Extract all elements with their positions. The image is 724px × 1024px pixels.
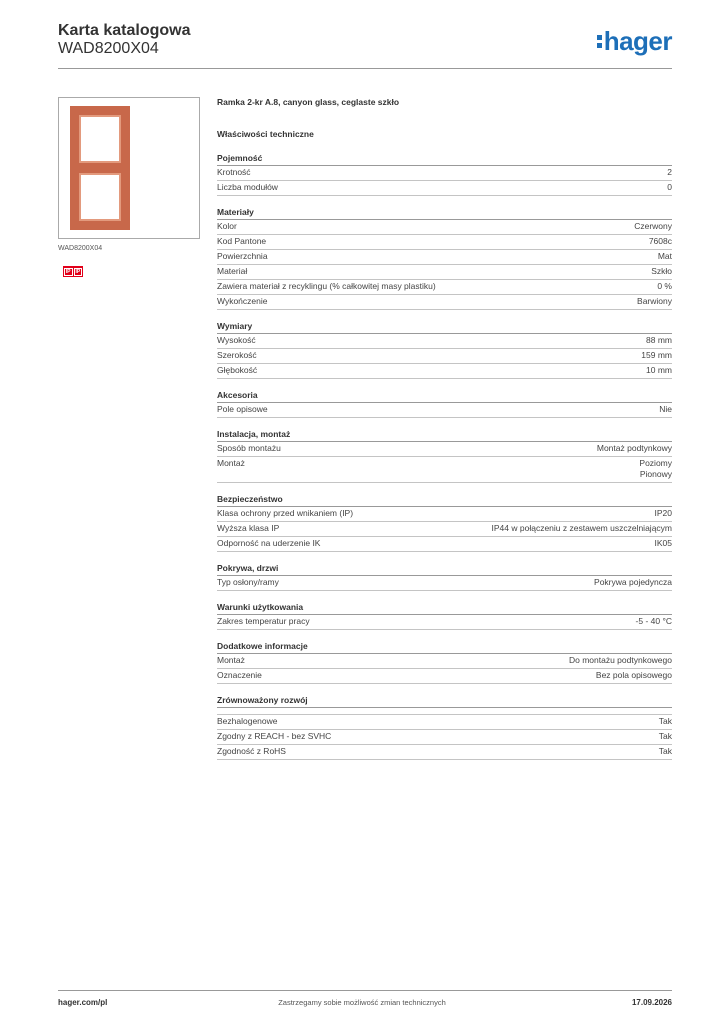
product-image — [58, 97, 200, 239]
spec-value — [597, 443, 672, 454]
spec-row — [217, 457, 672, 483]
image-caption: WAD8200X04 — [58, 245, 103, 252]
spec-value — [655, 538, 673, 549]
spec-value — [667, 182, 672, 193]
spec-label: Głębokość — [217, 365, 258, 375]
spec-row — [217, 715, 672, 730]
spec-value-line: IP44 w połączeniu z zestawem uszczelniającym — [491, 523, 672, 533]
spec-value-line: Czerwony — [634, 221, 672, 231]
section-title: Dodatkowe informacje — [217, 640, 672, 654]
spec-value-line: IK05 — [654, 538, 672, 548]
spec-row — [217, 220, 672, 235]
spec-value — [569, 655, 672, 666]
spec-value-line: Pokrywa pojedyncza — [594, 577, 672, 587]
spec-row — [217, 522, 672, 537]
spec-value — [641, 350, 672, 361]
spec-row — [217, 250, 672, 265]
spec-value — [659, 716, 672, 727]
spec-value — [492, 523, 672, 534]
spec-value — [646, 365, 672, 376]
footer-notice: Zastrzegamy sobie możliwość zmian technicznych — [278, 998, 446, 1007]
logo-text: hager — [603, 26, 672, 56]
spec-label: Sposób montażu — [217, 443, 281, 453]
spec-row — [217, 576, 672, 591]
spec-label: Szerokość — [217, 350, 257, 360]
spec-row — [217, 507, 672, 522]
spec-section — [217, 389, 672, 418]
spec-value-line: Tak — [658, 746, 672, 756]
spec-label: Kolor — [217, 221, 237, 231]
spec-value — [659, 746, 672, 757]
spec-value — [649, 236, 672, 247]
spec-row — [217, 295, 672, 310]
spec-section — [217, 493, 672, 552]
spec-value — [646, 335, 672, 346]
spec-row — [217, 181, 672, 196]
ip-badge-left: IP — [65, 268, 71, 275]
spec-value — [636, 616, 672, 627]
spec-section — [217, 152, 672, 196]
section-title: Wymiary — [217, 320, 672, 334]
spec-label: Wyższa klasa IP — [217, 523, 280, 533]
spec-label: Zakres temperatur pracy — [217, 616, 310, 626]
spec-value-line: -5 - 40 °C — [635, 616, 672, 626]
spec-value-line: Szkło — [651, 266, 672, 276]
spec-value-line: Poziomy — [639, 458, 672, 468]
frame-image-icon — [70, 106, 130, 230]
spec-row — [217, 334, 672, 349]
spec-value — [659, 731, 672, 742]
spec-value — [655, 508, 673, 519]
spec-value — [594, 577, 672, 588]
spec-value-line: 88 mm — [646, 335, 672, 345]
spec-row — [217, 403, 672, 418]
header-divider — [58, 68, 672, 69]
spec-row — [217, 654, 672, 669]
spec-label: Typ osłony/ramy — [217, 577, 279, 587]
spec-section — [217, 562, 672, 591]
spec-row — [217, 730, 672, 745]
product-code: WAD8200X04 — [58, 40, 159, 57]
footer-website: hager.com/pl — [58, 998, 108, 1007]
footer-date: 17.09.2026 — [631, 998, 672, 1007]
spec-label: Pole opisowe — [217, 404, 268, 414]
spec-label: Zgodny z REACH - bez SVHC — [217, 731, 332, 741]
section-title: Pojemność — [217, 152, 672, 166]
spec-label: Wykończenie — [217, 296, 268, 306]
spec-label: Zawiera materiał z recyklingu (% całkowitej masy plastiku) — [217, 281, 436, 291]
spec-row — [217, 442, 672, 457]
spec-content — [217, 96, 672, 760]
spec-value-line: Nie — [659, 404, 672, 414]
spec-label: Zgodność z RoHS — [217, 746, 286, 756]
spec-value-line: Mat — [657, 251, 672, 261]
spec-value-line: 10 mm — [646, 365, 672, 375]
spec-row — [217, 364, 672, 379]
spec-value-line: Montaż podtynkowy — [596, 443, 672, 453]
spec-value — [658, 251, 672, 262]
spec-row — [217, 669, 672, 684]
page-header — [58, 22, 672, 70]
technical-properties-title: Właściwości techniczne — [217, 129, 314, 139]
logo-dots-icon — [597, 32, 602, 50]
footer-divider — [58, 990, 672, 991]
spec-row — [217, 280, 672, 295]
spec-label: Montaż — [217, 655, 245, 665]
spec-sections — [217, 152, 672, 760]
section-title: Zrównoważony rozwój — [217, 694, 672, 708]
ip-rating-icon — [63, 266, 83, 277]
spec-value — [596, 670, 672, 681]
spec-value-line: Bez pola opisowego — [595, 670, 672, 680]
ip-badge-right: IP — [75, 268, 81, 275]
spec-value-line: IP20 — [654, 508, 672, 518]
spec-value-line: 0 % — [657, 281, 672, 291]
product-name: Ramka 2-kr A.8, canyon glass, ceglaste szkło — [217, 97, 400, 107]
spec-value — [651, 266, 672, 277]
spec-row — [217, 349, 672, 364]
spec-value-line: Barwiony — [637, 296, 672, 306]
section-title: Instalacja, montaż — [217, 428, 672, 442]
spec-label: Odporność na uderzenie IK — [217, 538, 321, 548]
spec-label: Liczba modułów — [217, 182, 278, 192]
spec-row — [217, 235, 672, 250]
spec-value-line: Pionowy — [639, 469, 672, 479]
section-title: Pokrywa, drzwi — [217, 562, 672, 576]
spec-value-line: Do montażu podtynkowego — [568, 655, 672, 665]
spec-label: Kod Pantone — [217, 236, 267, 246]
spec-value — [667, 167, 672, 178]
spec-label: Klasa ochrony przed wnikaniem (IP) — [217, 508, 354, 518]
spec-row — [217, 537, 672, 552]
spec-value — [659, 404, 672, 415]
section-title: Materiały — [217, 206, 672, 220]
section-title: Akcesoria — [217, 389, 672, 403]
spec-value — [634, 221, 672, 232]
spec-section — [217, 694, 672, 760]
spec-value-line: 0 — [667, 182, 672, 192]
spec-section — [217, 640, 672, 684]
spec-value-line: Tak — [658, 716, 672, 726]
spec-row — [217, 745, 672, 760]
spec-row — [217, 166, 672, 181]
spec-value-line: Tak — [658, 731, 672, 741]
spec-label: Powierzchnia — [217, 251, 268, 261]
spec-section — [217, 320, 672, 379]
hager-logo — [597, 26, 672, 56]
spec-section — [217, 206, 672, 310]
section-title: Bezpieczeństwo — [217, 493, 672, 507]
spec-section — [217, 601, 672, 630]
spec-label: Bezhalogenowe — [217, 716, 278, 726]
spec-value — [637, 296, 672, 307]
doc-title: Karta katalogowa — [58, 22, 191, 39]
section-title: Warunki użytkowania — [217, 601, 672, 615]
spec-value — [639, 458, 672, 480]
spec-row — [217, 615, 672, 630]
spec-label: Wysokość — [217, 335, 256, 345]
spec-label: Oznaczenie — [217, 670, 262, 680]
spec-label: Materiał — [217, 266, 248, 276]
spec-value-line: 7608c — [648, 236, 672, 246]
spec-value-line: 2 — [667, 167, 672, 177]
spec-section — [217, 428, 672, 483]
spec-label: Krotność — [217, 167, 251, 177]
spec-value-line: 159 mm — [641, 350, 672, 360]
spec-row — [217, 265, 672, 280]
spec-value — [657, 281, 672, 292]
spec-label: Montaż — [217, 458, 245, 468]
